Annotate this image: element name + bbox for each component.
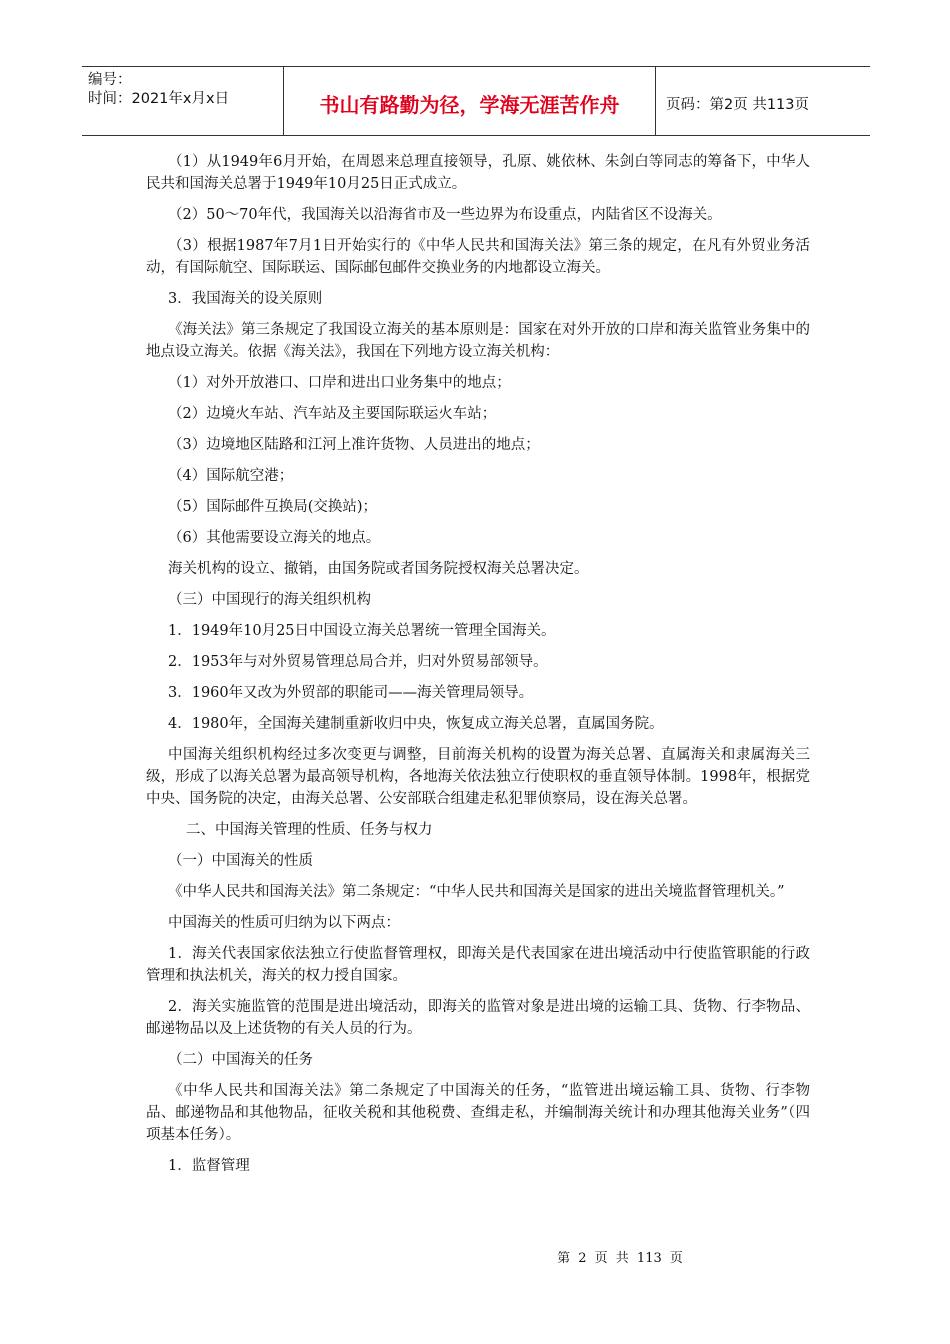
header-meta — [82, 67, 284, 135]
paragraph: 4．1980年，全国海关建制重新收归中央，恢复成立海关总署，直属国务院。 — [168, 716, 664, 732]
paragraph: 1．监督管理 — [168, 1158, 250, 1174]
paragraph: 2．1953年与对外贸易管理总局合并，归对外贸易部领导。 — [168, 654, 548, 670]
number-label: 编号： — [88, 72, 132, 88]
paragraph: 中国海关的性质可归纳为以下两点： — [168, 915, 400, 931]
paragraph: （二）中国海关的任务 — [168, 1052, 313, 1068]
page-header — [82, 66, 870, 136]
paragraph: 1．海关代表国家依法独立行使监督管理权，即海关是代表国家在进出境活动中行使监管职能的行政管理和执法机关，海关的权力授自国家。 — [146, 946, 810, 984]
paragraph: （2）50～70年代，我国海关以沿海省市及一些边界为布设重点，内陆省区不设海关。 — [168, 207, 722, 223]
paragraph: （5）国际邮件互换局(交换站)； — [168, 499, 378, 515]
page-footer: 第 2 页 共 113 页 — [557, 1251, 683, 1266]
paragraph: 《中华人民共和国海关法》第二条规定了中国海关的任务，“监管进出境运输工具、货物、行李物品、邮递物品和其他物品，征收关税和其他税费、查缉走私，并编制海关统计和办理其他海关业务”（四项基本任务）。 — [146, 1083, 810, 1143]
paragraph: 1．1949年10月25日中国设立海关总署统一管理全国海关。 — [168, 623, 556, 639]
paragraph: （6）其他需要设立海关的地点。 — [168, 530, 381, 546]
paragraph: 中国海关组织机构经过多次变更与调整，目前海关机构的设置为海关总署、直属海关和隶属海关三级，形成了以海关总署为最高领导机构，各地海关依法独立行使职权的垂直领导体制。1998年，根据党中央、国务院的决定，由海关总署、公安部联合组建走私犯罪侦察局，设在海关总署。 — [146, 747, 810, 807]
header-motto: 书山有路勤为径，学海无涯苦作舟 — [284, 67, 656, 135]
paragraph: （1）对外开放港口、口岸和进出口业务集中的地点； — [168, 375, 511, 391]
section-heading: 二、中国海关管理的性质、任务与权力 — [186, 822, 433, 838]
paragraph: 海关机构的设立、撤销，由国务院或者国务院授权海关总署决定。 — [168, 561, 589, 577]
paragraph: （3）根据1987年7月1日开始实行的《中华人民共和国海关法》第三条的规定，在凡有外贸业务活动，有国际航空、国际联运、国际邮包邮件交换业务的内地都设立海关。 — [146, 238, 810, 276]
paragraph: （4）国际航空港； — [168, 468, 294, 484]
header-page-info: 页码：第2页 共113页 — [666, 96, 810, 113]
paragraph: 2．海关实施监管的范围是进出境活动，即海关的监管对象是进出境的运输工具、货物、行李物品、邮递物品以及上述货物的有关人员的行为。 — [146, 999, 810, 1037]
paragraph: （三）中国现行的海关组织机构 — [168, 592, 371, 608]
paragraph: （3）边境地区陆路和江河上准许货物、人员进出的地点； — [168, 437, 540, 453]
time-label: 时间：2021年x月x日 — [88, 91, 230, 107]
document-body — [146, 151, 810, 1186]
paragraph: 3．我国海关的设关原则 — [168, 291, 323, 307]
paragraph: 《中华人民共和国海关法》第二条规定：“中华人民共和国海关是国家的进出关境监督管理机关。” — [168, 884, 785, 900]
paragraph: 3．1960年又改为外贸部的职能司——海关管理局领导。 — [168, 685, 534, 701]
paragraph: （1）从1949年6月开始，在周恩来总理直接领导，孔原、姚依林、朱剑白等同志的筹备下，中华人民共和国海关总署于1949年10月25日正式成立。 — [146, 154, 810, 192]
paragraph: （2）边境火车站、汽车站及主要国际联运火车站； — [168, 406, 497, 422]
paragraph: 《海关法》第三条规定了我国设立海关的基本原则是：国家在对外开放的口岸和海关监管业务集中的地点设立海关。依据《海关法》，我国在下列地方设立海关机构： — [146, 322, 810, 360]
paragraph: （一）中国海关的性质 — [168, 853, 313, 869]
